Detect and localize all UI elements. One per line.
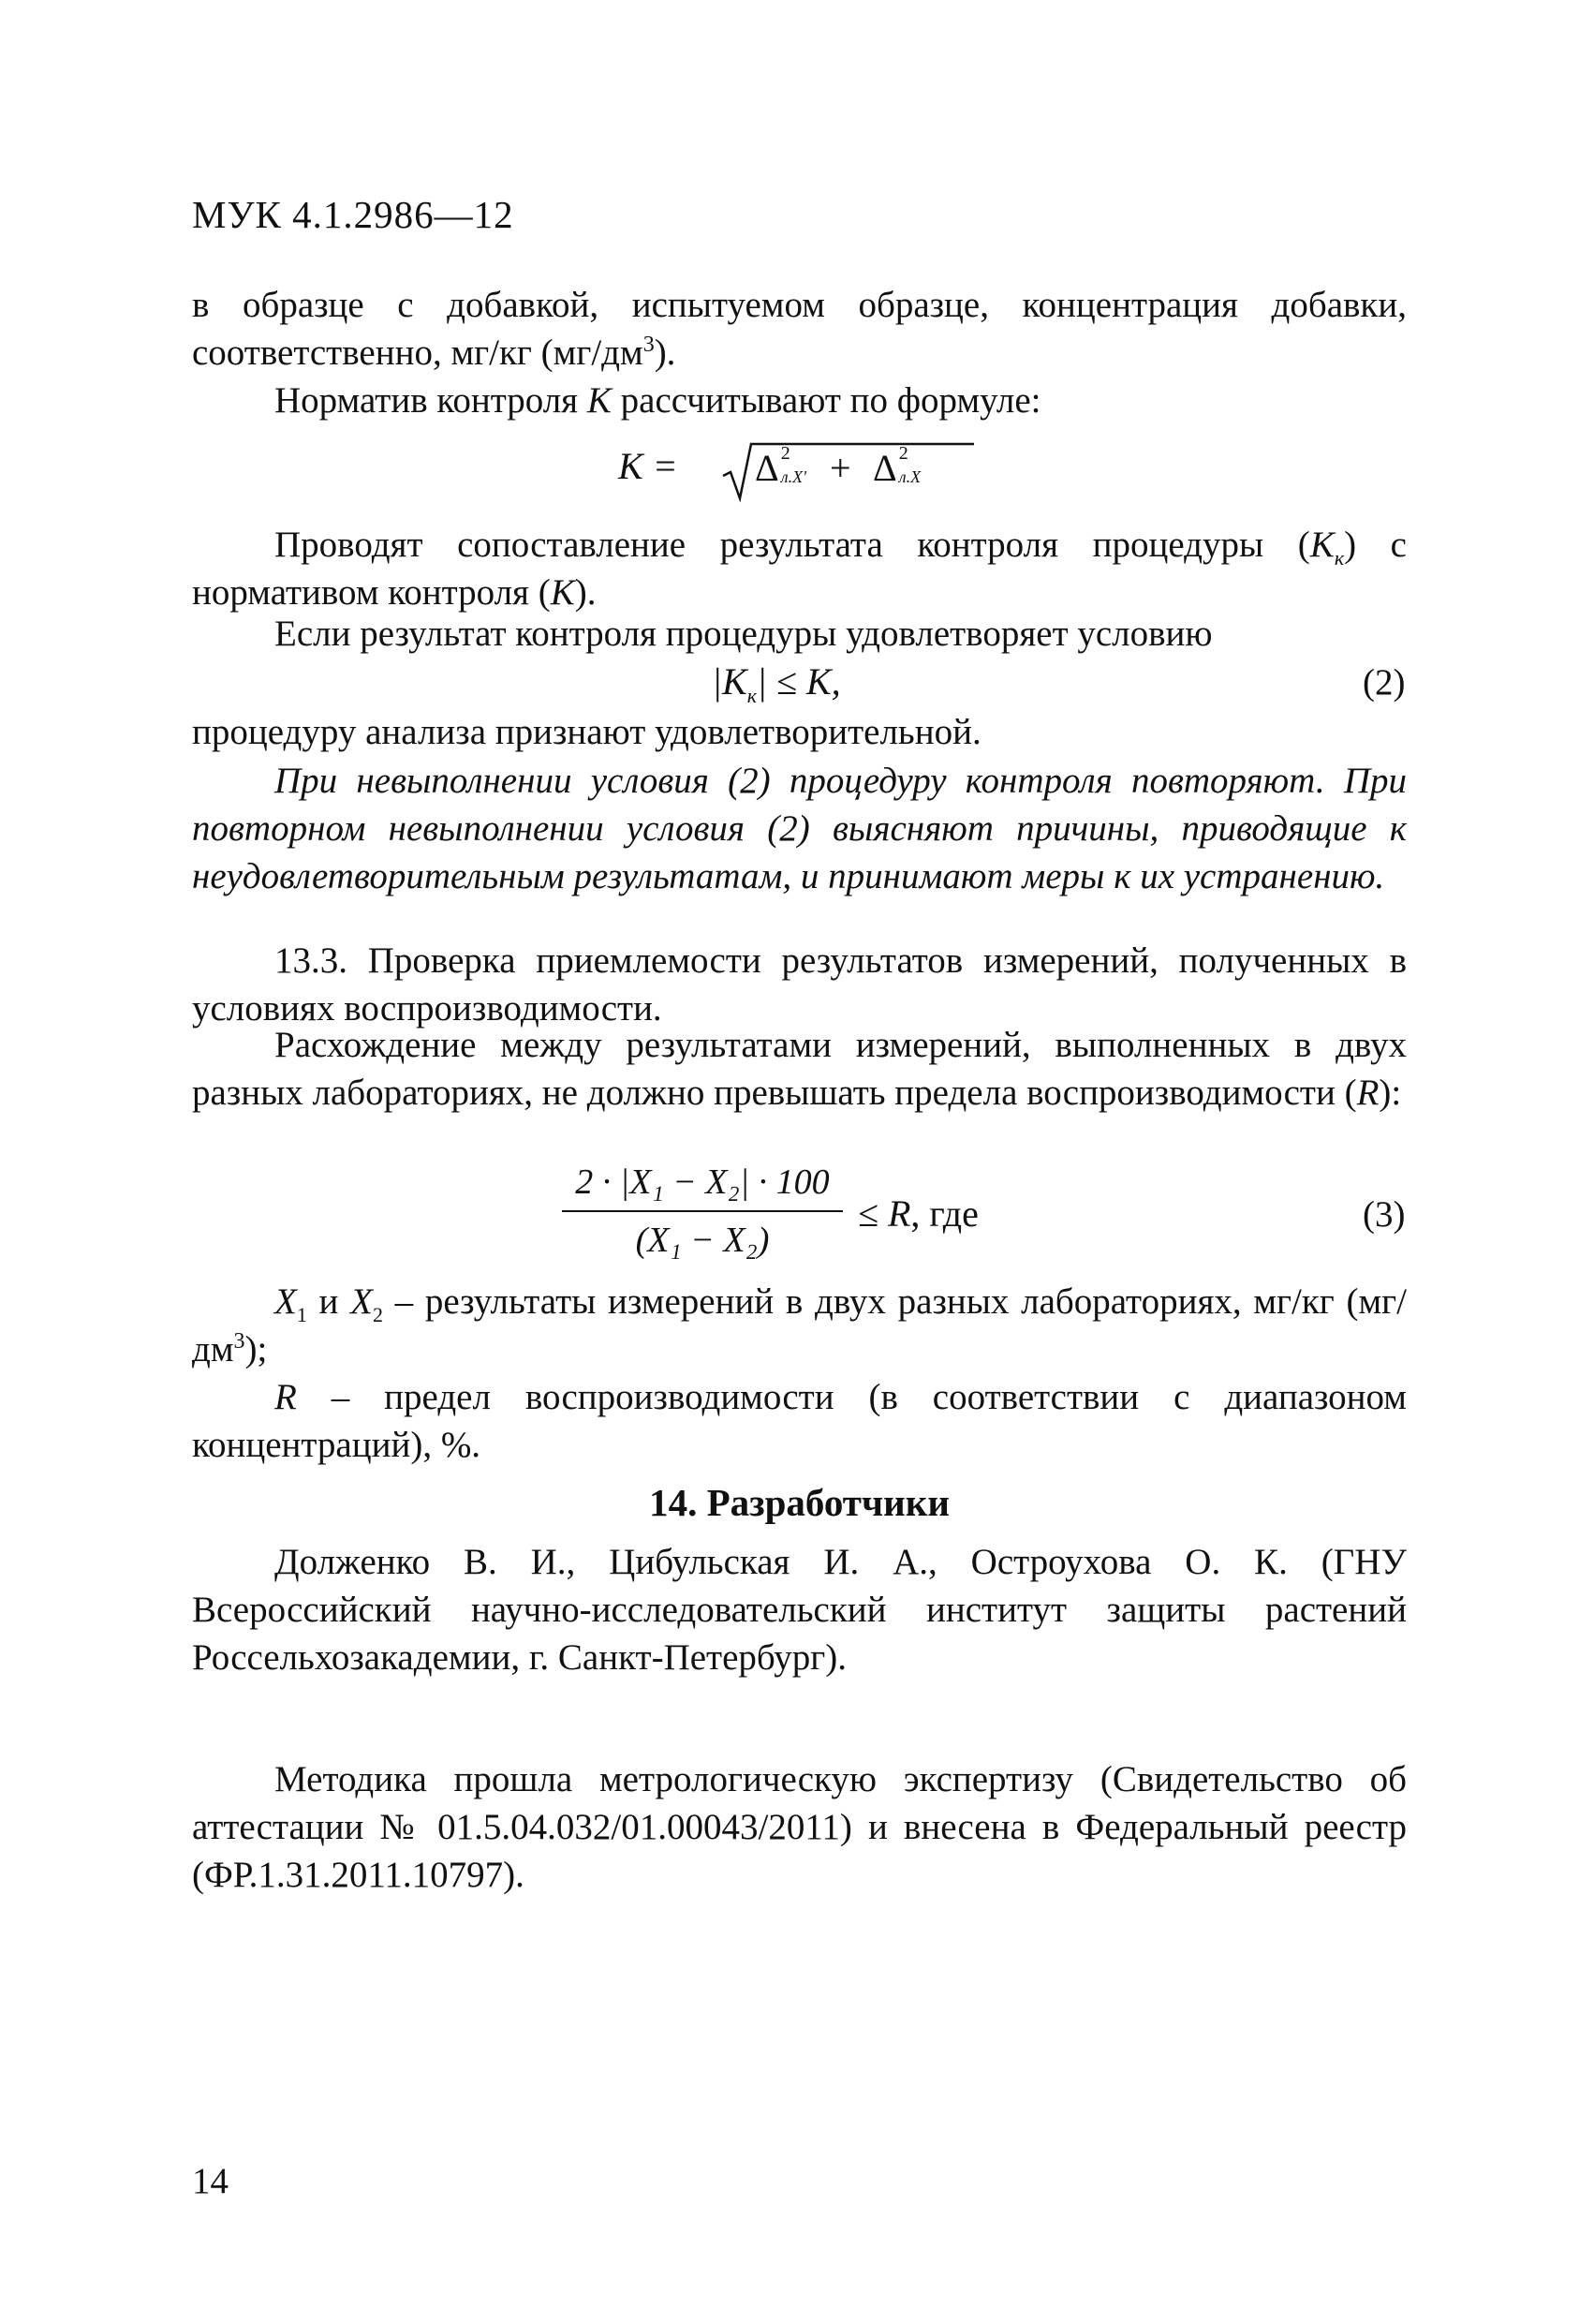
document-header: МУК 4.1.2986—12 [192, 193, 514, 236]
paragraph-9-text: – результаты измерений в двух разных лабораториях, мг/кг (мг/дм [192, 1281, 1407, 1369]
paragraph-1 [192, 281, 1407, 377]
superscript: 3 [233, 1329, 245, 1354]
fraction-numerator: 2 · |X₁ − X₂| · 100 [575, 1162, 830, 1202]
paragraph-2 [192, 377, 1407, 424]
paragraph-5: процедуру анализа признают удовлетворительной. [192, 712, 981, 752]
paragraph-8-a: Расхождение между результатами измерений, выполненных в двух разных лабораториях, не должно превышать предела воспроизводимости ( [192, 1025, 1407, 1113]
conjunction: и [306, 1281, 351, 1322]
superscript: 3 [642, 333, 655, 357]
paragraph-9 [192, 1278, 1407, 1373]
formula-3-rel: ≤ R [858, 1192, 911, 1235]
formula-2 [712, 659, 841, 707]
variable-k: K [586, 380, 612, 421]
plus-sign: + [830, 447, 851, 489]
paragraph-3-a: Проводят сопоставление результата контроля процедуры ( [274, 525, 1310, 565]
fraction-bar [562, 1210, 843, 1212]
paragraph-10-text: – предел воспроизводимости (в соответствии с диапазоном концентраций), %. [192, 1377, 1407, 1465]
delta-symbol: Δ [873, 447, 897, 489]
formula-2-subscript: к [746, 684, 757, 707]
square-exponent: 2 [780, 443, 790, 464]
formula-3-relation [858, 1192, 979, 1236]
paragraph-12: Методика прошла метрологическую экспертизу (Свидетельство об аттестации № 01.5.04.032/01.00043/2011) и внесена в Федеральный реестр (ФР.1.31.2011.10797). [192, 1759, 1407, 1895]
paragraph-2-prefix: Норматив контроля [274, 380, 587, 421]
section-heading: 14. Разработчики [649, 1481, 950, 1524]
paragraph-10 [192, 1373, 1407, 1469]
equation-number-3: (3) [1363, 1194, 1406, 1235]
variable-x1: X [274, 1281, 297, 1322]
delta-symbol: Δ [755, 447, 779, 489]
formula-1-subscript-2: л.X [898, 467, 922, 486]
formula-1-term-1 [755, 443, 806, 490]
formula-1-subscript-1: л.X' [780, 467, 806, 486]
variable-r: R [274, 1377, 297, 1417]
paragraph-4: Если результат контроля процедуры удовлетворяет условию [274, 614, 1213, 654]
paragraph-1-text-b: ). [654, 333, 676, 373]
paragraph-9-end: ); [244, 1329, 268, 1369]
variable-x2-subscript: 2 [372, 1302, 383, 1326]
formula-2-expr-b: | ≤ K, [756, 660, 841, 703]
paragraph-1-text-a: в образце с добавкой, испытуемом образце, концентрация добавки, соответственно, мг/кг (мг/дм [192, 285, 1407, 373]
equation-number-2: (2) [1363, 662, 1406, 703]
formula-1-term-2 [873, 443, 922, 490]
paragraph-7: 13.3. Проверка приемлемости результатов измерений, полученных в условиях воспроизводимости. [192, 940, 1407, 1029]
variable-x2: X [350, 1281, 373, 1322]
fraction-denominator: (X₁ − X₂) [635, 1221, 770, 1260]
page-number: 14 [192, 2161, 229, 2201]
formula-3-where: , где [910, 1192, 979, 1235]
paragraph-2-suffix: рассчитывают по формуле: [611, 380, 1041, 421]
paragraph-3-b: ) с нормативом контроля ( [192, 525, 1407, 613]
formula-2-expr-a: |K [712, 660, 747, 703]
formula-3-fraction [553, 1162, 852, 1265]
formula-k-sqrt [618, 438, 993, 504]
paragraph-3-c: ). [574, 572, 597, 613]
paragraph-3 [192, 521, 1407, 616]
variable-k-subscript: к [1334, 545, 1345, 570]
paragraph-8 [192, 1021, 1407, 1117]
paragraph-6 [192, 757, 1407, 900]
formula-1-lhs: K = [618, 445, 678, 487]
square-exponent: 2 [898, 443, 908, 464]
variable-k: K [550, 572, 575, 613]
paragraph-8-b: ): [1379, 1073, 1402, 1113]
variable-r: R [1356, 1073, 1380, 1113]
paragraph-11: Долженко В. И., Цибульская И. А., Остроухова О. К. (ГНУ Всероссийский научно-исследовательский институт защиты растений Россельхозакадемии, г. Санкт-Петербург). [192, 1542, 1407, 1678]
variable-x1-subscript: 1 [296, 1302, 307, 1326]
paragraph-6-text: При невыполнении условия (2) процедуру контроля повторяют. При повторном невыполнении условия (2) выясняют причины, приводящие к неудовлетворительным результатам, и принимают меры к их устранению. [192, 761, 1407, 896]
variable-k: K [1309, 525, 1335, 565]
